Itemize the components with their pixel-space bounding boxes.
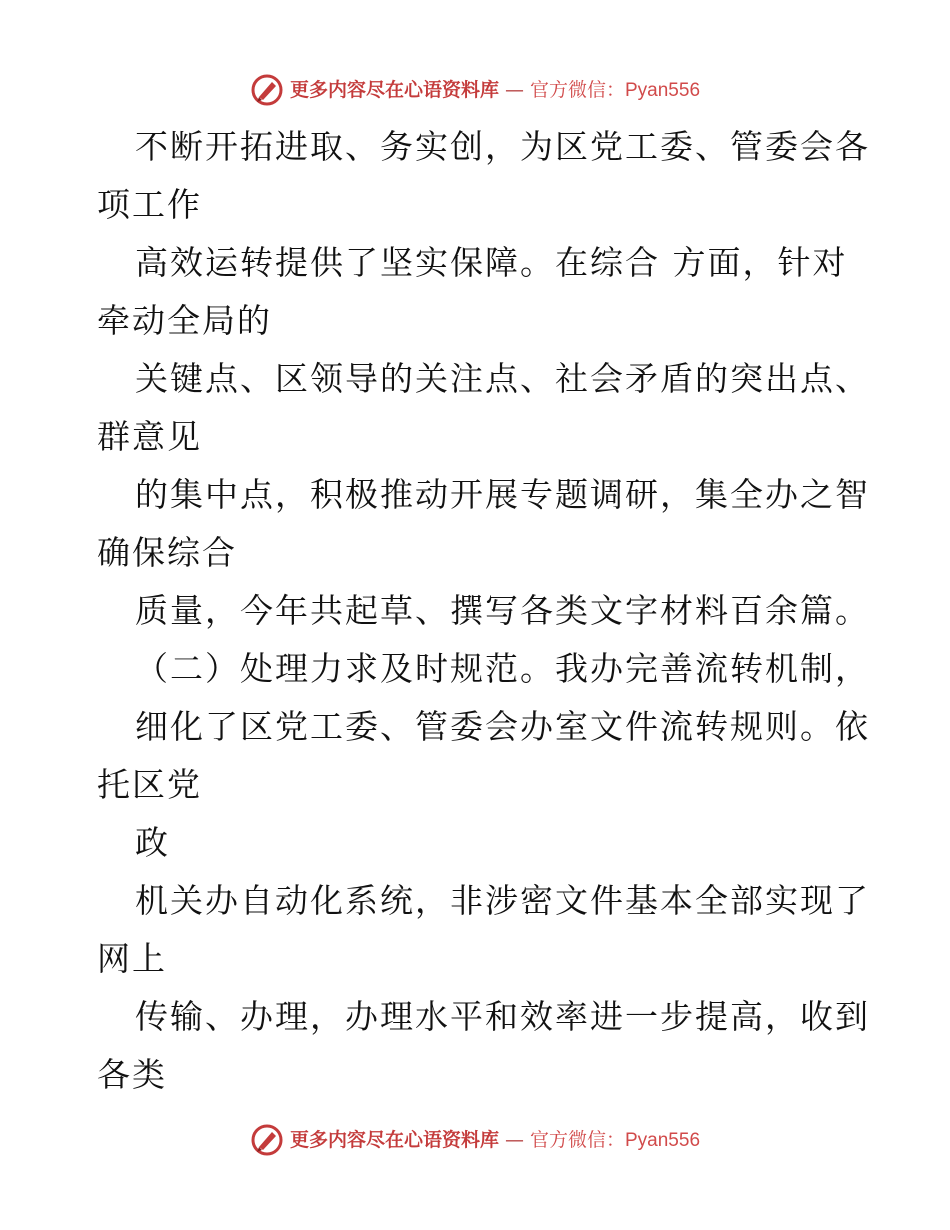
body-line: 网上 [97, 939, 167, 978]
body-line: 确保综合 [97, 533, 237, 572]
banner-separator: — [505, 1128, 524, 1151]
body-line: 群意见 [97, 417, 202, 456]
body-line: 各类 [97, 1055, 167, 1094]
banner-main-text: 更多内容尽在心语资料库 [289, 78, 499, 101]
footer-banner [0, 1120, 950, 1160]
body-line: 关键点、区领导的关注点、社会矛盾的突出点、 [135, 359, 870, 398]
document-body [97, 118, 870, 1104]
body-line: 高效运转提供了坚实保障。在综合 方面，针对 [135, 243, 848, 282]
body-line: 的集中点，积极推动开展专题调研，集全办之智 [135, 475, 870, 514]
body-line: 不断开拓进取、务实创，为区党工委、管委会各 [135, 127, 870, 166]
banner-main-text: 更多内容尽在心语资料库 [289, 1128, 499, 1151]
body-line: 质量，今年共起草、撰写各类文字材料百余篇。 [135, 591, 870, 630]
body-line: 政 [135, 823, 170, 862]
body-line: 传输、办理，办理水平和效率进一步提高，收到 [135, 997, 870, 1036]
banner-separator: — [505, 78, 524, 101]
body-line: 项工作 [97, 185, 202, 224]
body-line: 机关办自动化系统，非涉密文件基本全部实现了 [135, 881, 870, 920]
banner-contact-text: 官方微信：Pyan556 [530, 79, 701, 101]
body-line: 托区党 [97, 765, 202, 804]
header-banner [0, 70, 950, 110]
ink-pen-logo-icon [250, 73, 284, 107]
ink-pen-logo-icon [250, 1123, 284, 1157]
body-line: 细化了区党工委、管委会办室文件流转规则。依 [135, 707, 870, 746]
section-heading: （二）处理力求及时规范。我办完善流转机制， [135, 649, 870, 688]
body-line: 牵动全局的 [97, 301, 272, 340]
banner-contact-text: 官方微信：Pyan556 [530, 1129, 701, 1151]
